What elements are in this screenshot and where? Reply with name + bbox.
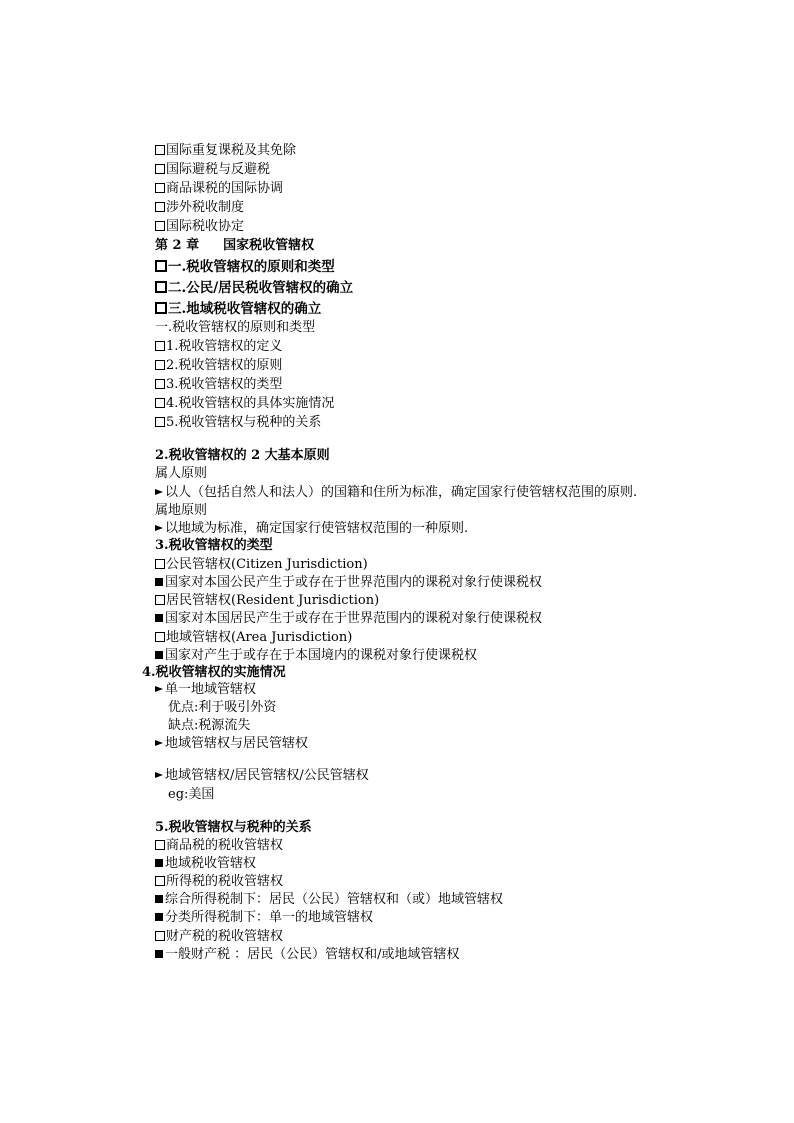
section-heading: 3.税收管辖权的类型 bbox=[155, 538, 273, 553]
list-item: 所得税的税收管辖权 bbox=[155, 873, 283, 891]
checkbox-icon bbox=[155, 202, 165, 212]
square-bullet-icon bbox=[155, 895, 163, 903]
section-link: 三.地域税收管辖权的确立 bbox=[155, 300, 321, 318]
list-item: 商品税的税收管辖权 bbox=[155, 837, 283, 855]
list-item: 1.税收管辖权的定义 bbox=[155, 338, 282, 356]
section-link: 二.公民/居民税收管辖权的确立 bbox=[155, 279, 353, 297]
checkbox-icon bbox=[155, 931, 165, 941]
checkbox-icon bbox=[155, 164, 165, 174]
toc-item: 国际税收协定 bbox=[155, 218, 244, 236]
square-bullet-icon bbox=[155, 651, 163, 659]
list-item: 地域税收管辖权 bbox=[155, 855, 256, 873]
toc-item: 商品课税的国际协调 bbox=[155, 180, 283, 198]
checkbox-icon bbox=[155, 840, 165, 850]
checkbox-icon bbox=[155, 595, 165, 605]
checkbox-icon bbox=[155, 302, 167, 314]
sub-item: 优点:利于吸引外资 bbox=[168, 700, 277, 715]
list-item: 国家对产生于或存在于本国境内的课税对象行使课税权 bbox=[155, 647, 477, 665]
list-item: 地域管辖权/居民管辖权/公民管辖权 bbox=[155, 767, 369, 785]
checkbox-icon bbox=[155, 398, 165, 408]
sub-item: 缺点:税源流失 bbox=[168, 718, 251, 733]
checkbox-icon bbox=[155, 145, 165, 155]
square-bullet-icon bbox=[155, 578, 163, 586]
checkbox-icon bbox=[155, 183, 165, 193]
principle-label: 属人原则 bbox=[155, 466, 208, 481]
checkbox-icon bbox=[155, 379, 165, 389]
toc-item: 涉外税收制度 bbox=[155, 199, 244, 217]
chapter-heading: 第 2 章 国家税收管辖权 bbox=[155, 238, 315, 253]
section-heading: 4.税收管辖权的实施情况 bbox=[142, 665, 286, 680]
checkbox-icon bbox=[155, 260, 167, 272]
list-item: 2.税收管辖权的原则 bbox=[155, 357, 282, 375]
list-item: 4.税收管辖权的具体实施情况 bbox=[155, 395, 334, 413]
section-heading: 一.税收管辖权的原则和类型 bbox=[155, 320, 316, 335]
principle-desc: 以人（包括自然人和法人）的国籍和住所为标准，确定国家行使管辖权范围的原则. bbox=[155, 484, 637, 502]
list-item: 地域管辖权(Area Jurisdiction) bbox=[155, 629, 352, 647]
list-item: 分类所得税制下：单一的地域管辖权 bbox=[155, 909, 373, 927]
section-heading: 2.税收管辖权的 2 大基本原则 bbox=[155, 448, 330, 463]
toc-item: 国际重复课税及其免除 bbox=[155, 142, 296, 160]
list-item: 5.税收管辖权与税种的关系 bbox=[155, 414, 321, 432]
checkbox-icon bbox=[155, 417, 165, 427]
checkbox-icon bbox=[155, 876, 165, 886]
arrow-bullet-icon bbox=[155, 686, 163, 692]
checkbox-icon bbox=[155, 632, 165, 642]
list-item: 3.税收管辖权的类型 bbox=[155, 376, 282, 394]
section-link: 一.税收管辖权的原则和类型 bbox=[155, 258, 335, 276]
checkbox-icon bbox=[155, 221, 165, 231]
sub-item: eg:美国 bbox=[168, 787, 215, 802]
list-item: 地域管辖权与居民管辖权 bbox=[155, 735, 308, 753]
principle-desc: 以地域为标准，确定国家行使管辖权范围的一种原则. bbox=[155, 520, 468, 538]
arrow-bullet-icon bbox=[155, 489, 163, 495]
list-item: 居民管辖权(Resident Jurisdiction) bbox=[155, 592, 379, 610]
square-bullet-icon bbox=[155, 614, 163, 622]
list-item: 一般财产税 ：居民（公民）管辖权和/或地域管辖权 bbox=[155, 946, 460, 964]
toc-item: 国际避税与反避税 bbox=[155, 161, 270, 179]
square-bullet-icon bbox=[155, 913, 163, 921]
list-item: 单一地域管辖权 bbox=[155, 681, 256, 699]
list-item: 公民管辖权(Citizen Jurisdiction) bbox=[155, 556, 368, 574]
square-bullet-icon bbox=[155, 859, 163, 867]
list-item: 国家对本国公民产生于或存在于世界范围内的课税对象行使课税权 bbox=[155, 574, 542, 592]
list-item: 综合所得税制下：居民（公民）管辖权和（或）地域管辖权 bbox=[155, 891, 503, 909]
arrow-bullet-icon bbox=[155, 772, 163, 778]
checkbox-icon bbox=[155, 559, 165, 569]
principle-label: 属地原则 bbox=[155, 503, 208, 518]
list-item: 财产税的税收管辖权 bbox=[155, 928, 283, 946]
checkbox-icon bbox=[155, 281, 167, 293]
arrow-bullet-icon bbox=[155, 740, 163, 746]
arrow-bullet-icon bbox=[155, 525, 163, 531]
list-item: 国家对本国居民产生于或存在于世界范围内的课税对象行使课税权 bbox=[155, 610, 542, 628]
section-heading: 5.税收管辖权与税种的关系 bbox=[155, 820, 312, 835]
square-bullet-icon bbox=[155, 950, 163, 958]
checkbox-icon bbox=[155, 341, 165, 351]
checkbox-icon bbox=[155, 360, 165, 370]
